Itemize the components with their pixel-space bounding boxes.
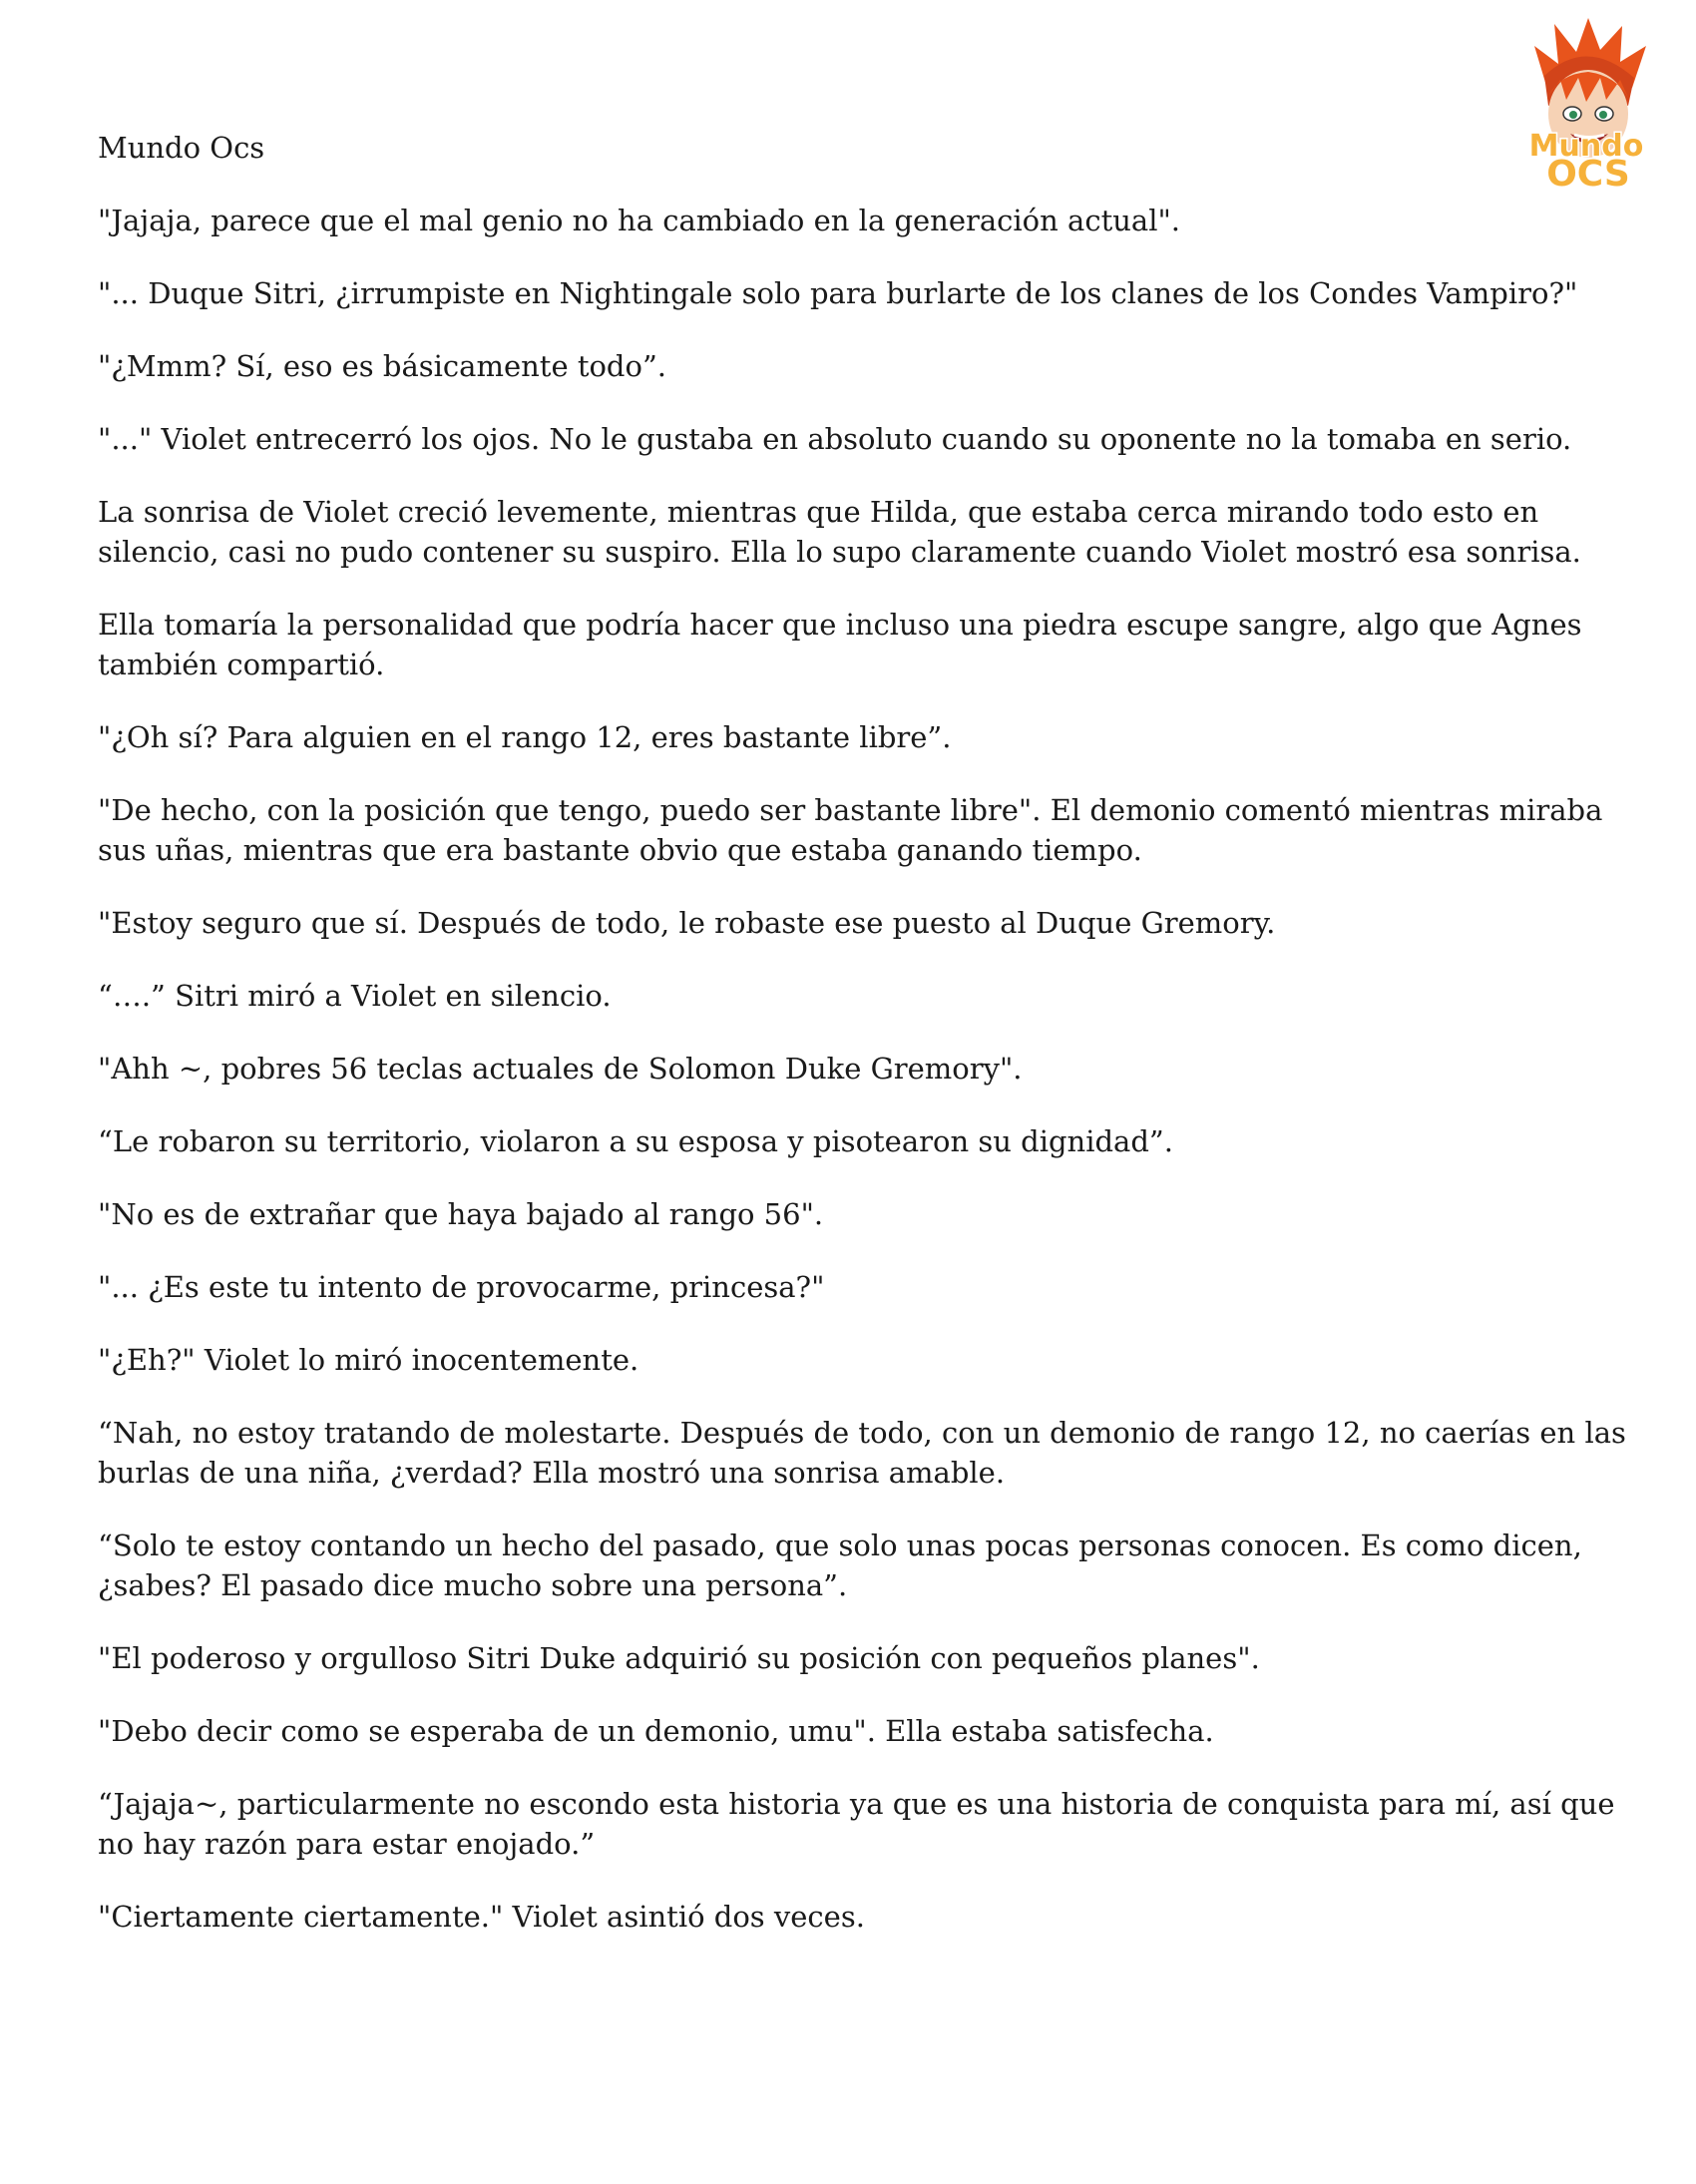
paragraph: “Nah, no estoy tratando de molestarte. Después de todo, con un demonio de rango 12, no caerías en las burlas de una niña, ¿verdad? Ella mostró una sonrisa amable. [98,1416,1626,1490]
paragraph: "¿Eh?" Violet lo miró inocentemente. [98,1343,639,1377]
paragraph: "Debo decir como se esperaba de un demonio, umu". Ella estaba satisfecha. [98,1714,1214,1748]
paragraph: "¿Mmm? Sí, eso es básicamente todo”. [98,349,667,383]
paragraph: "El poderoso y orgulloso Sitri Duke adquirió su posición con pequeños planes". [98,1641,1260,1675]
paragraph: Ella tomaría la personalidad que podría hacer que incluso una piedra escupe sangre, algo que Agnes también compartió. [98,608,1582,681]
paragraph: "..." Violet entrecerró los ojos. No le gustaba en absoluto cuando su oponente no la tomaba en serio. [98,422,1572,456]
paragraph: “Solo te estoy contando un hecho del pasado, que solo unas pocas personas conocen. Es como dicen, ¿sabes? El pasado dice mucho sobre una persona”. [98,1529,1582,1602]
paragraph: "Ciertamente ciertamente." Violet asintió dos veces. [98,1900,865,1934]
document-body [98,128,1634,1969]
paragraph: "... Duque Sitri, ¿irrumpiste en Nightingale solo para burlarte de los clanes de los Condes Vampiro?" [98,276,1578,310]
paragraph: "... ¿Es este tu intento de provocarme, princesa?" [98,1270,825,1304]
paragraph: “Le robaron su territorio, violaron a su esposa y pisotearon su dignidad”. [98,1124,1173,1158]
page-header: Mundo Ocs [98,131,265,165]
paragraph: "De hecho, con la posición que tengo, puedo ser bastante libre". El demonio comentó mientras miraba sus uñas, mientras que era bastante obvio que estaba ganando tiempo. [98,793,1603,867]
paragraph: “Jajaja~, particularmente no escondo esta historia ya que es una historia de conquista para mí, así que no hay razón para estar enojado.” [98,1787,1615,1861]
paragraph: "No es de extrañar que haya bajado al rango 56". [98,1197,824,1231]
paragraph: "¿Oh sí? Para alguien en el rango 12, eres bastante libre”. [98,720,952,754]
svg-text:Mundo: Mundo [1528,129,1644,164]
paragraph: "Ahh ~, pobres 56 teclas actuales de Solomon Duke Gremory". [98,1052,1023,1086]
paragraph: “….” Sitri miró a Violet en silencio. [98,979,612,1013]
paragraph: "Jajaja, parece que el mal genio no ha cambiado en la generación actual". [98,204,1181,237]
paragraph: La sonrisa de Violet creció levemente, mientras que Hilda, que estaba cerca mirando todo esto en silencio, casi no pudo contener su suspiro. Ella lo supo claramente cuando Violet mostró esa sonrisa. [98,495,1581,569]
paragraph: "Estoy seguro que sí. Después de todo, le robaste ese puesto al Duque Gremory. [98,906,1276,940]
svg-text:OCS: OCS [1546,154,1630,191]
